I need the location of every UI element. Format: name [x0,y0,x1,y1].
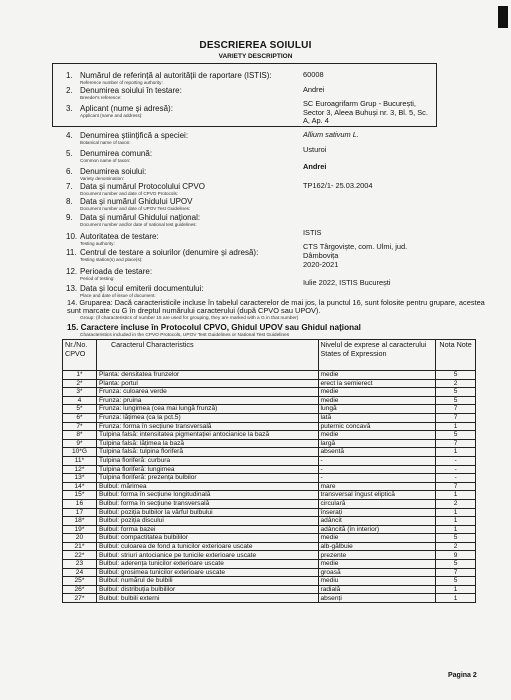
row-level: mediu [318,577,436,586]
table-row [63,517,476,526]
field-7-sub: Document number and date of CPVO Protocols: [80,191,179,196]
row-level: lată [318,413,436,422]
header-level: Nivelul de exprese al caracterului States of Expression [318,340,436,371]
field-1-label: 1. Numărul de referință al autorității de raportare (ISTIS): [66,71,272,80]
table-row [63,396,476,405]
section-15-title: 15. Caractere incluse în Protocolul CPVO, Ghidul UPOV sau Ghidul național [67,323,361,332]
table-row [63,508,476,517]
row-level: prezente [318,551,436,560]
row-level: absentă [318,448,436,457]
field-4-value: Allium sativum L. [303,130,359,139]
row-level: medie [318,388,436,397]
row-nr: 10*G [63,448,97,457]
row-characteristic: Bulbul: mărimea [96,482,318,491]
row-nr: 2* [63,379,97,388]
row-characteristic: Frunza: lățimea (ca la pct.5) [96,413,318,422]
row-note: 9 [436,551,476,560]
page-title: DESCRIEREA SOIULUI [199,40,312,51]
field-12-sub: Period of testing: [80,276,115,281]
row-characteristic: Bulbul: bulbili externi [96,594,318,603]
row-note: 5 [436,431,476,440]
table-row [63,371,476,380]
row-note: 1 [436,525,476,534]
row-note: 1 [436,422,476,431]
table-row [63,439,476,448]
table-row [63,542,476,551]
row-note: 5 [436,371,476,380]
row-characteristic: Bulbul: forma în secțiune longitudinală [96,491,318,500]
table-row [63,594,476,603]
field-10-value: ISTIS [303,228,322,237]
row-level: - [318,465,436,474]
row-nr: 25* [63,577,97,586]
table-row [63,551,476,560]
table-row [63,577,476,586]
row-nr: 27* [63,594,97,603]
table-row [63,474,476,483]
field-13-value: Iulie 2022, ISTIS București [303,278,391,287]
row-level: absenți [318,594,436,603]
row-note: - [436,474,476,483]
row-note: 5 [436,560,476,569]
row-level: largă [318,439,436,448]
row-note: 5 [436,534,476,543]
section-14-text: 14. Gruparea: Dacă caracteristicile incluse în tabelul caracterelor de mai jos, la punctul 16, sunt folosite pentru grupare, acestea sunt marcate cu G în dreptul numărului caracterului (după CPVO sau UPOV). [67,298,485,315]
table-row [63,431,476,440]
table-row [63,525,476,534]
table-row [63,405,476,414]
row-characteristic: Bulbul: striuri antocianice pe tunicile exterioare uscate [96,551,318,560]
row-note: 1 [436,585,476,594]
row-note: 2 [436,542,476,551]
row-note: 7 [436,413,476,422]
row-nr: 3* [63,388,97,397]
row-nr: 24 [63,568,97,577]
field-8-label: 8. Data și numărul Ghidului UPOV [66,197,193,206]
row-level: adâncită (în interior) [318,525,436,534]
field-4-sub: Botanical name of taxon: [80,140,131,145]
row-level: circulară [318,499,436,508]
row-level: alb-gălbuie [318,542,436,551]
row-characteristic: Bulbul: aderența tunicilor exterioare uscate [96,560,318,569]
row-characteristic: Bulbul: compactitatea bulbililor [96,534,318,543]
row-level: mare [318,482,436,491]
row-characteristic: Bulbul: forma bazei [96,525,318,534]
row-note: 1 [436,448,476,457]
row-note: 5 [436,388,476,397]
row-characteristic: Tulpina floriferă: lungimea [96,465,318,474]
table-row [63,585,476,594]
row-nr: 5* [63,405,97,414]
table-row [63,534,476,543]
row-nr: 9* [63,439,97,448]
row-nr: 14* [63,482,97,491]
row-level: medie [318,371,436,380]
field-3-value: SC Euroagrifarm Grup - București, Sector 3, Aleea Buhuși nr. 3, Bl. 5, Sc. A, Ap. 4 [303,99,428,125]
row-characteristic: Tulpina floriferă: curbura [96,456,318,465]
row-characteristic: Bulbul: distribuția bulbililor [96,585,318,594]
field-5-value: Usturoi [303,145,327,154]
row-characteristic: Bulbul: forma în secțiune transversală [96,499,318,508]
row-note: 5 [436,577,476,586]
row-characteristic: Frunza: culoarea verde [96,388,318,397]
page-number: Pagina 2 [448,672,477,679]
characteristics-table [62,339,476,603]
row-nr: 13* [63,474,97,483]
row-level: lungă [318,405,436,414]
section-15-sub: Characteristics included in the CPVO Protocols, UPOV Test Guidelines or National Test Guidelines [80,333,290,338]
row-nr: 6* [63,413,97,422]
row-nr: 18* [63,517,97,526]
field-11-sub: Testing station(s) and place(s): [80,257,143,262]
row-characteristic: Tulpina falsă: intensitatea pigmentației antocianice la bază [96,431,318,440]
table-row [63,465,476,474]
row-nr: 21* [63,542,97,551]
row-nr: 4 [63,396,97,405]
row-nr: 1* [63,371,97,380]
row-note: 1 [436,508,476,517]
row-level: înserați [318,508,436,517]
row-level: radială [318,585,436,594]
table-row [63,568,476,577]
row-nr: 23 [63,560,97,569]
row-nr: 19* [63,525,97,534]
row-characteristic: Bulbul: poziția discului [96,517,318,526]
table-row [63,388,476,397]
table-row [63,413,476,422]
row-characteristic: Frunza: pruina [96,396,318,405]
field-6-sub: Variety denomination: [80,176,125,181]
row-level: medie [318,534,436,543]
table-header-row [63,340,476,371]
row-note: 5 [436,396,476,405]
row-nr: 7* [63,422,97,431]
field-2-sub: Breeder's reference: [80,95,122,100]
field-9-sub: Document number and/or date of national test guidelines: [80,222,197,227]
field-7-label: 7. Data și numărul Protocolului CPVO [66,182,205,191]
row-level: - [318,474,436,483]
row-characteristic: Frunza: forma în secțiune transversală [96,422,318,431]
row-note: 2 [436,499,476,508]
row-characteristic: Frunza: lungimea (cea mai lungă frunză) [96,405,318,414]
row-characteristic: Bulbul: grosimea tunicilor exterioare uscate [96,568,318,577]
field-1-value: 60008 [303,70,324,79]
field-8-sub: Document number and date of UPOV Test Guidelines: [80,206,191,211]
field-6-label: 6. Denumirea soiului: [66,167,147,176]
row-note: - [436,456,476,465]
header-note: Nota Note [436,340,476,371]
row-characteristic: Planta: densitatea frunzelor [96,371,318,380]
row-nr: 12* [63,465,97,474]
row-level: groasă [318,568,436,577]
field-13-sub: Place and date of issue of document: [80,293,156,298]
row-characteristic: Bulbul: poziția bulbilor la vârful bulbului [96,508,318,517]
table-row [63,379,476,388]
field-11-value: CTS Târgoviște, com. Ulmi, jud. Dâmbovița [303,242,408,260]
row-nr: 20 [63,534,97,543]
row-note: 1 [436,517,476,526]
row-level: adâncit [318,517,436,526]
row-characteristic: Tulpina falsă: tulpina floriferă [96,448,318,457]
table-row [63,456,476,465]
table-row [63,491,476,500]
row-characteristic: Bulbul: numărul de bulbili [96,577,318,586]
field-12-label: 12. Perioada de testare: [66,267,153,276]
section-14-sub: Group: (if characteristics of number 15 are used for grouping, they are marked with a G in that number) [80,316,299,321]
field-3-sub: Applicant (name and address): [80,113,143,118]
row-note: 1 [436,594,476,603]
row-nr: 17 [63,508,97,517]
row-level: - [318,456,436,465]
row-note: 2 [436,379,476,388]
row-note: 7 [436,568,476,577]
row-level: puternic concavă [318,422,436,431]
table-row [63,482,476,491]
field-10-sub: Testing authority: [80,241,115,246]
table-row [63,448,476,457]
row-note: 7 [436,482,476,491]
row-note: 1 [436,491,476,500]
row-level: medie [318,431,436,440]
scan-artifact [498,6,508,28]
field-2-value: Andrei [303,85,325,94]
row-nr: 22* [63,551,97,560]
field-13-label: 13. Data și locul emiterii documentului: [66,284,204,293]
row-level: medie [318,560,436,569]
field-5-sub: Common name of taxon: [80,158,131,163]
field-5-label: 5. Denumirea comună: [66,149,153,158]
field-12-value: 2020-2021 [303,260,339,269]
field-9-label: 9. Data și numărul Ghidului național: [66,213,201,222]
field-10-label: 10. Autoritatea de testare: [66,232,159,241]
field-3-label: 3. Aplicant (nume și adresă): [66,104,173,113]
row-characteristic: Tulpina floriferă: prezența bulbilor [96,474,318,483]
row-characteristic: Planta: portul [96,379,318,388]
header-nr: Nr./No. CPVO [63,340,97,371]
row-nr: 11* [63,456,97,465]
field-4-label: 4. Denumirea științifică a speciei: [66,131,189,140]
row-note: 7 [436,405,476,414]
field-11-label: 11. Centrul de testare a soiurilor (denumire și adresă): [66,248,259,257]
page-subtitle: VARIETY DESCRIPTION [218,53,293,60]
table-row [63,422,476,431]
row-nr: 26* [63,585,97,594]
table-row [63,560,476,569]
row-nr: 8* [63,431,97,440]
field-1-sub: Reference number of reporting authority: [80,80,163,85]
field-6-value: Andrei [303,162,327,171]
field-7-value: TP162/1- 25.03.2004 [303,181,373,190]
table-row [63,499,476,508]
row-nr: 16 [63,499,97,508]
header-characteristic: Caracterul Characteristics [96,340,318,371]
row-characteristic: Tulpina falsă: lățimea la bază [96,439,318,448]
row-note: - [436,465,476,474]
row-note: 7 [436,439,476,448]
row-level: transversal îngust eliptică [318,491,436,500]
row-level: medie [318,396,436,405]
row-nr: 15* [63,491,97,500]
row-level: erect la semierect [318,379,436,388]
field-2-label: 2. Denumirea soiului în testare: [66,86,182,95]
row-characteristic: Bulbul: culoarea de fond a tunicilor exterioare uscate [96,542,318,551]
